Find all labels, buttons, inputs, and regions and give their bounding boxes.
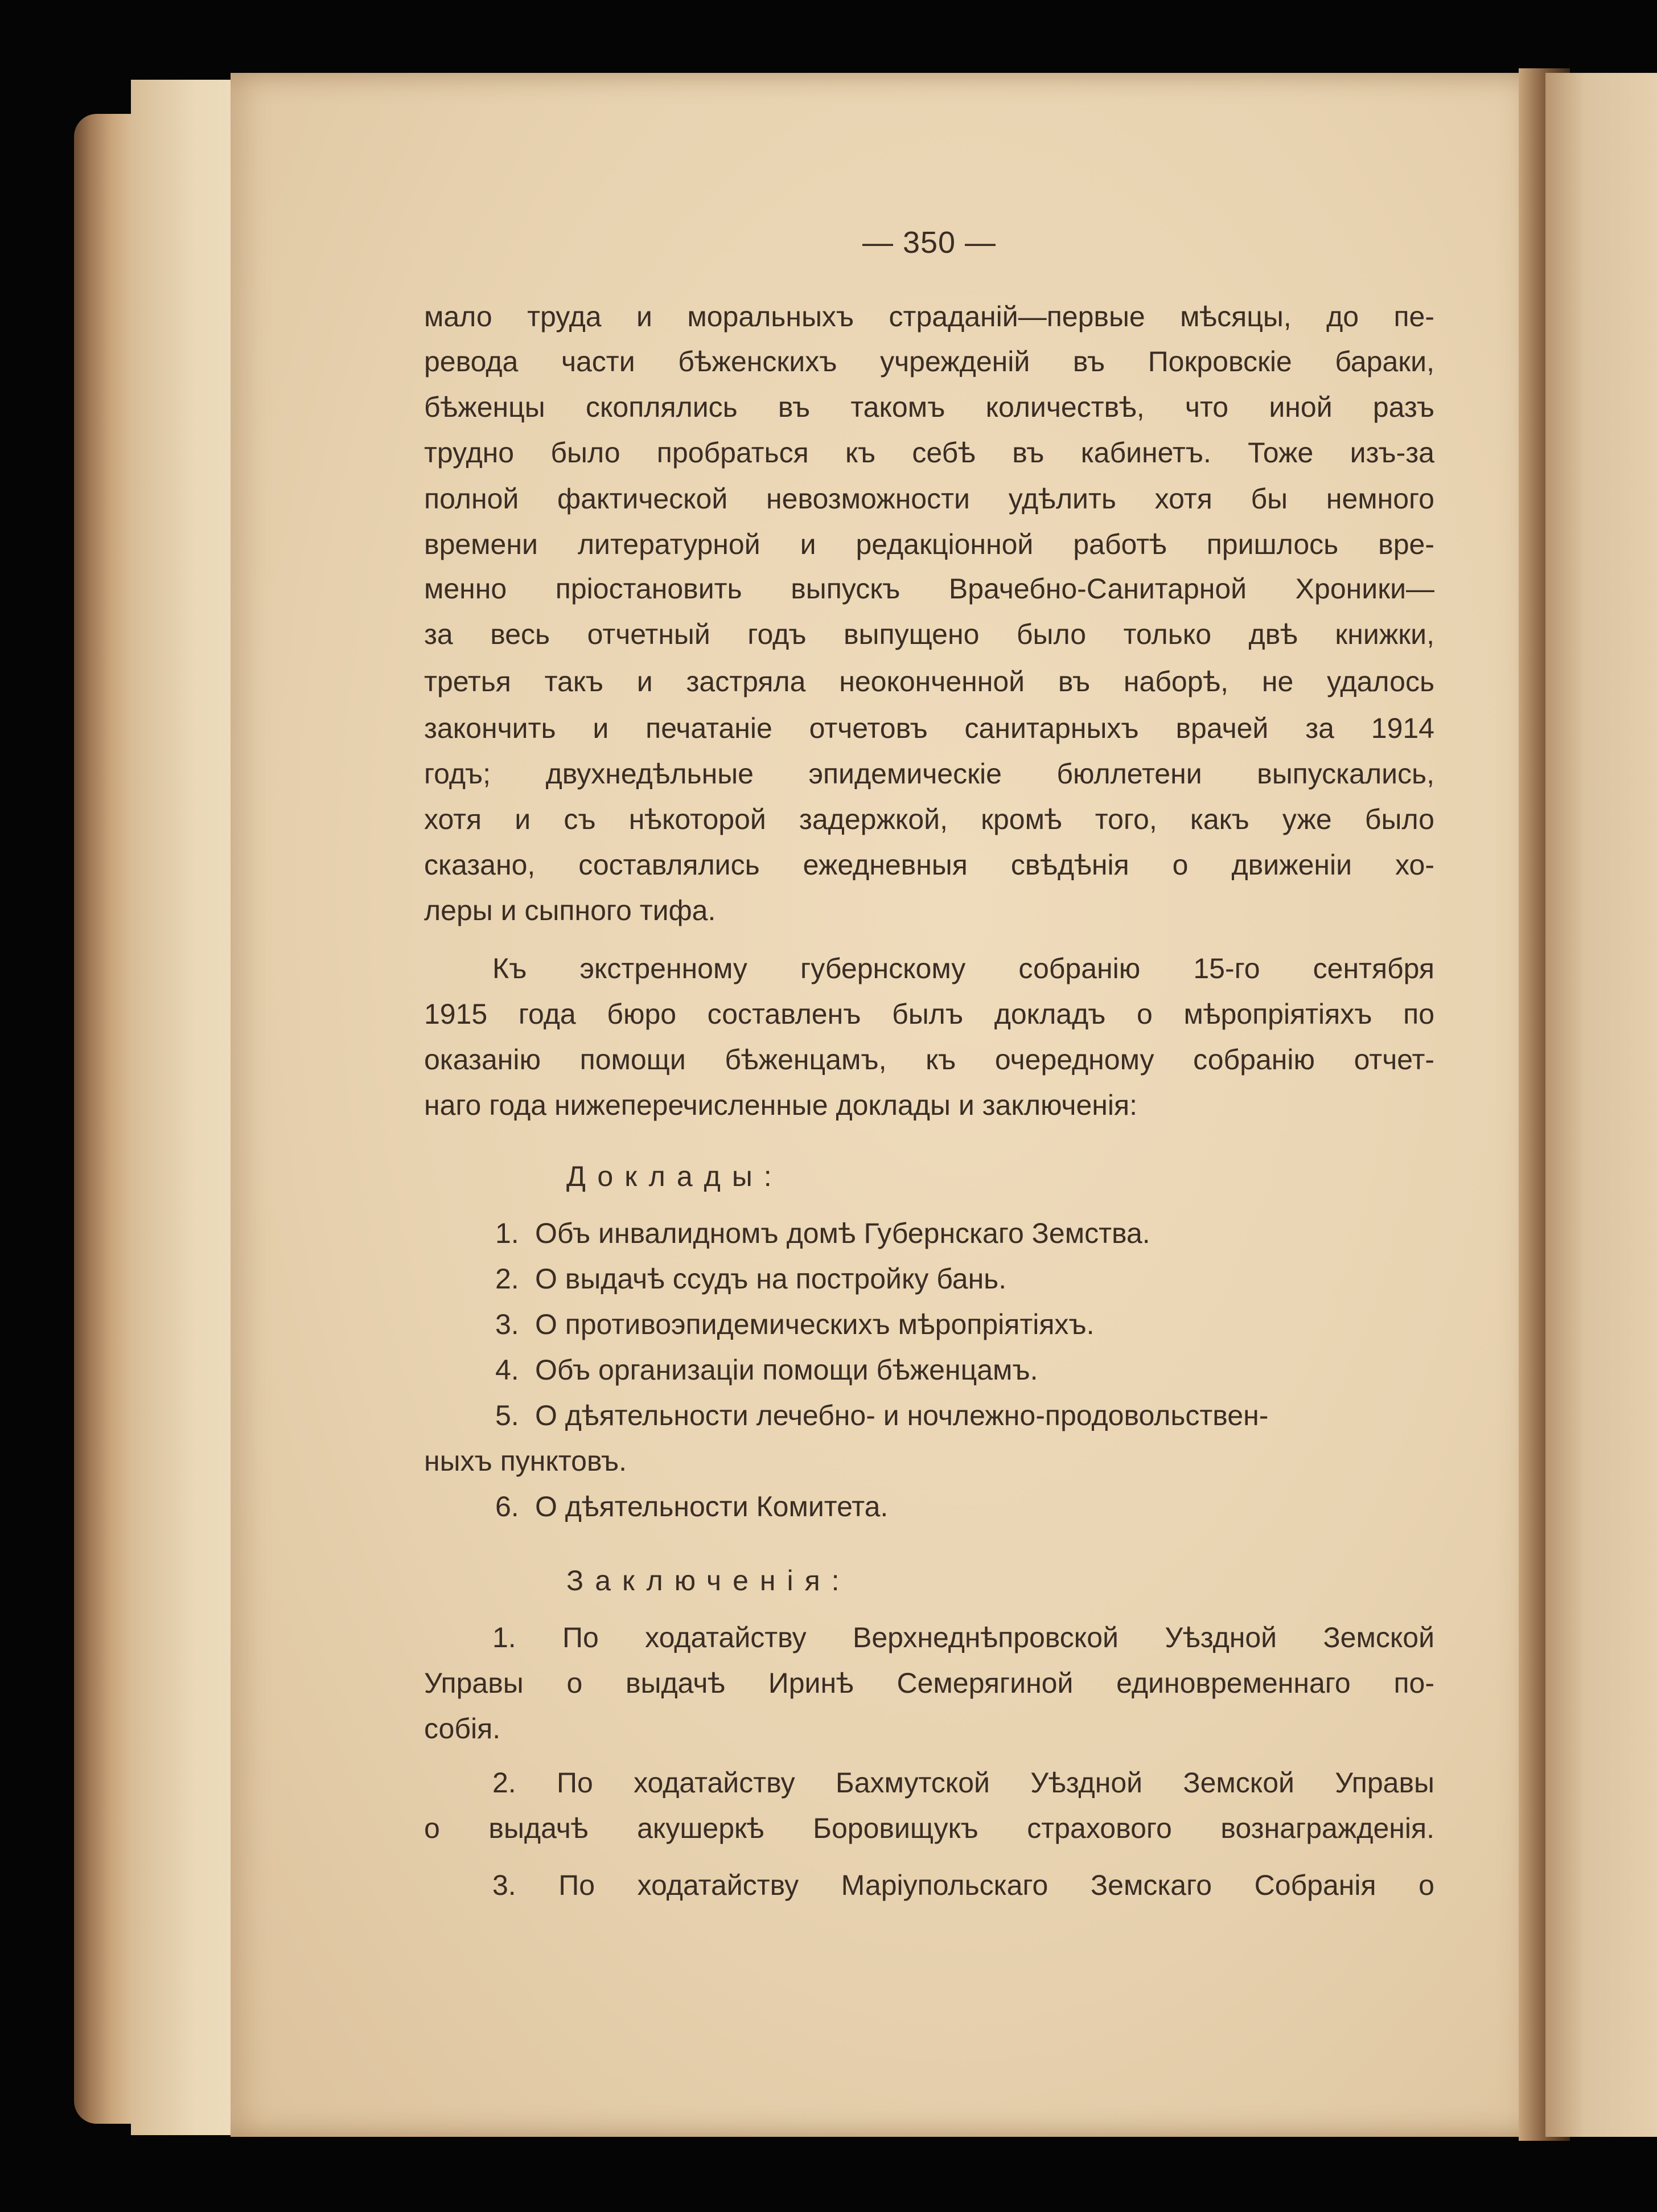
text-line: трудно было пробраться къ себѣ въ кабинетъ. Тоже изъ-за — [424, 437, 1434, 469]
report-item: 4. Объ организаціи помощи бѣженцамъ. — [495, 1354, 1038, 1386]
text-line: времени литературной и редакціонной работѣ пришлось вре- — [424, 528, 1434, 560]
report-item: 2. О выдачѣ ссудъ на постройку бань. — [495, 1263, 1007, 1295]
report-item: 6. О дѣятельности Комитета. — [495, 1491, 889, 1522]
text-line: за весь отчетный годъ выпущено было только двѣ книжки, — [424, 618, 1434, 650]
conclusion-line: Управы о выдачѣ Иринѣ Семерягиной единовременнаго по- — [424, 1667, 1434, 1699]
text-line: мало труда и моральныхъ страданій—первые мѣсяцы, до пе- — [424, 301, 1434, 333]
conclusion-line: 1. По ходатайству Верхнеднѣпровской Уѣздной Земской — [492, 1622, 1434, 1653]
conclusion-line: 3. По ходатайству Маріупольскаго Земскаго Собранія о — [492, 1869, 1434, 1901]
conclusion-line: собія. — [424, 1713, 501, 1745]
report-item: 1. Объ инвалидномъ домѣ Губернскаго Земства. — [495, 1217, 1150, 1249]
reports-heading: Доклады: — [566, 1160, 783, 1192]
text-line: менно пріостановить выпускъ Врачебно-Санитарной Хроники— — [424, 573, 1434, 605]
book-page-stack — [131, 80, 239, 2135]
paragraph-line: Къ экстренному губернскому собранію 15-го сентября — [492, 953, 1434, 984]
text-line: леры и сыпного тифа. — [424, 894, 716, 926]
paragraph-line: оказанію помощи бѣженцамъ, къ очередному собранію отчет- — [424, 1044, 1434, 1076]
text-line: хотя и съ нѣкоторой задержкой, кромѣ того, какъ уже было — [424, 803, 1434, 835]
report-item: 3. О противоэпидемическихъ мѣропріятіяхъ. — [495, 1308, 1095, 1340]
text-line: годъ; двухнедѣльные эпидемическіе бюллетени выпускались, — [424, 758, 1434, 790]
conclusions-heading: Заключенія: — [566, 1565, 851, 1597]
conclusion-line: 2. По ходатайству Бахмутской Уѣздной Земской Управы — [492, 1767, 1434, 1799]
text-line: бѣженцы скоплялись въ такомъ количествѣ, что иной разъ — [424, 391, 1434, 423]
report-item: ныхъ пунктовъ. — [424, 1445, 627, 1477]
report-item: 5. О дѣятельности лечебно- и ночлежно-продовольствен- — [495, 1400, 1269, 1431]
text-line: сказано, составлялись ежедневныя свѣдѣнія о движеніи хо- — [424, 849, 1434, 881]
text-line: закончить и печатаніе отчетовъ санитарныхъ врачей за 1914 — [424, 712, 1434, 744]
conclusion-line: о выдачѣ акушеркѣ Боровищукъ страхового вознагражденія. — [424, 1812, 1434, 1844]
paragraph-line: наго года нижеперечисленные доклады и заключенія: — [424, 1089, 1137, 1121]
next-page-edge — [1545, 73, 1657, 2137]
page-number: — 350 — — [862, 225, 997, 260]
text-line: третья такъ и застряла неоконченной въ наборѣ, не удалось — [424, 666, 1434, 697]
text-line: ревода части бѣженскихъ учрежденій въ Покровскіе бараки, — [424, 346, 1434, 377]
paragraph-line: 1915 года бюро составленъ былъ докладъ о мѣропріятіяхъ по — [424, 998, 1434, 1030]
text-line: полной фактической невозможности удѣлить хотя бы немного — [424, 483, 1434, 515]
